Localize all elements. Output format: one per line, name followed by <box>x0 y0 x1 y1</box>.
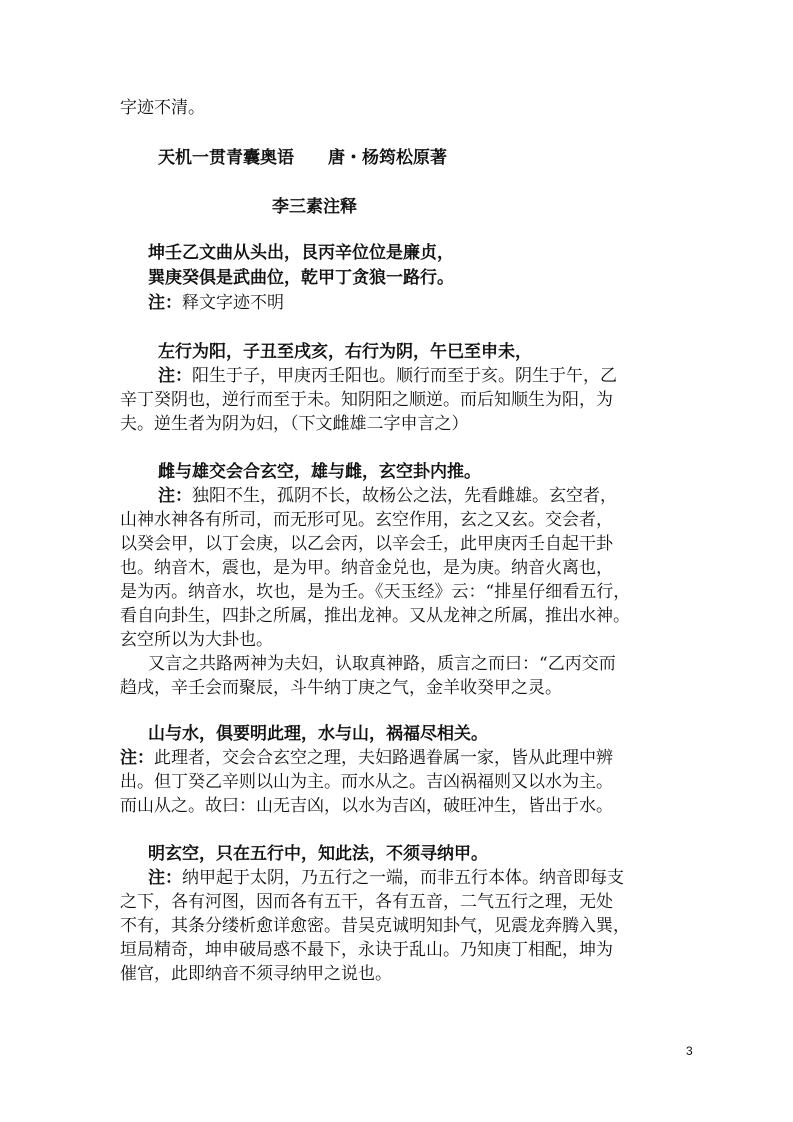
text-line: 以癸会甲，以丁会庚，以乙会丙，以辛会壬，此甲庚丙壬自起干卦 <box>120 534 613 554</box>
text-line: 催官，此即纳音不须寻纳甲之说也。 <box>120 964 392 984</box>
verse-line: 坤壬乙文曲从头出，艮丙辛位位是廉贞， <box>148 243 454 263</box>
text-line: 又言之共路两神为夫妇，认取真神路，质言之而曰：“乙丙交而 <box>148 654 616 674</box>
verse-line: 左行为阳，子丑至戌亥，右行为阴，午巳至申未， <box>158 342 532 362</box>
text-line: 看自向卦生，四卦之所属，推出龙神。又从龙神之所属，推出水神。 <box>120 606 630 626</box>
note-line <box>148 866 624 890</box>
note-text: 此理者，交会合玄空之理，夫妇路遇眷属一家，皆从此理中辨 <box>154 748 613 768</box>
note-label: 注： <box>120 748 154 768</box>
verse-line: 雌与雄交会合玄空，雄与雌，玄空卦内推。 <box>158 462 481 482</box>
note-text: 纳甲起于太阴，乃五行之一端，而非五行本体。纳音即每支 <box>182 868 624 888</box>
note-text: 释文字迹不明 <box>182 293 284 313</box>
note-line <box>120 746 613 770</box>
verse-line: 巽庚癸俱是武曲位，乾甲丁贪狼一路行。 <box>148 268 454 288</box>
text-line: 趋戌，辛壬会而聚辰，斗牛纳丁庚之气，金羊收癸甲之灵。 <box>120 678 562 698</box>
page-number: 3 <box>686 1044 693 1058</box>
verse-line: 山与水，俱要明此理，水与山，祸福尽相关。 <box>148 724 488 744</box>
text-line: 垣局精奇，坤申破局惑不最下，永诀于乱山。乃知庚丁相配，坤为 <box>120 940 613 960</box>
text-line: 是为丙。纳音水，坎也，是为壬。《天玉经》云：“排星仔细看五行， <box>120 582 631 602</box>
note-line <box>158 364 617 388</box>
annotator-credit: 李三素注释 <box>272 197 357 217</box>
text-line: 之下，各有河图，因而各有五干，各有五音，二气五行之理，无处 <box>120 892 613 912</box>
note-label: 注： <box>148 293 182 313</box>
text-line: 出。但丁癸乙辛则以山为主。而水从之。吉凶祸福则又以水为主。 <box>120 772 613 792</box>
book-title: 天机一贯青囊奥语 唐・杨筠松原著 <box>158 148 447 168</box>
text-line: 夫。逆生者为阴为妇，（下文雌雄二字申言之） <box>120 414 469 434</box>
text-line: 也。纳音木，震也，是为甲。纳音金兑也，是为庚。纳音火离也， <box>120 558 613 578</box>
note-label: 注： <box>158 486 192 506</box>
text-line: 山神水神各有所司，而无形可见。玄空作用，玄之又玄。交会者， <box>120 510 613 530</box>
note-line <box>158 484 617 508</box>
text-line: 不有，其条分缕析愈详愈密。昔吴克诚明知卦气，见震龙奔腾入巽， <box>120 916 630 936</box>
verse-line: 明玄空，只在五行中，知此法，不须寻纳甲。 <box>148 844 488 864</box>
text-line: 而山从之。故曰：山无吉凶，以水为吉凶，破旺冲生，皆出于水。 <box>120 796 613 816</box>
note-label: 注： <box>158 366 192 386</box>
note-line <box>148 291 284 315</box>
text-line: 玄空所以为大卦也。 <box>120 630 273 650</box>
note-text: 阳生于子，甲庚丙壬阳也。顺行而至于亥。阴生于午，乙 <box>192 366 617 386</box>
text-line: 字迹不清。 <box>120 98 205 118</box>
note-text: 独阳不生，孤阴不长，故杨公之法，先看雌雄。玄空者， <box>192 486 617 506</box>
note-label: 注： <box>148 868 182 888</box>
text-line: 辛丁癸阴也，逆行而至于未。知阴阳之顺逆。而后知顺生为阳，为 <box>120 390 613 410</box>
